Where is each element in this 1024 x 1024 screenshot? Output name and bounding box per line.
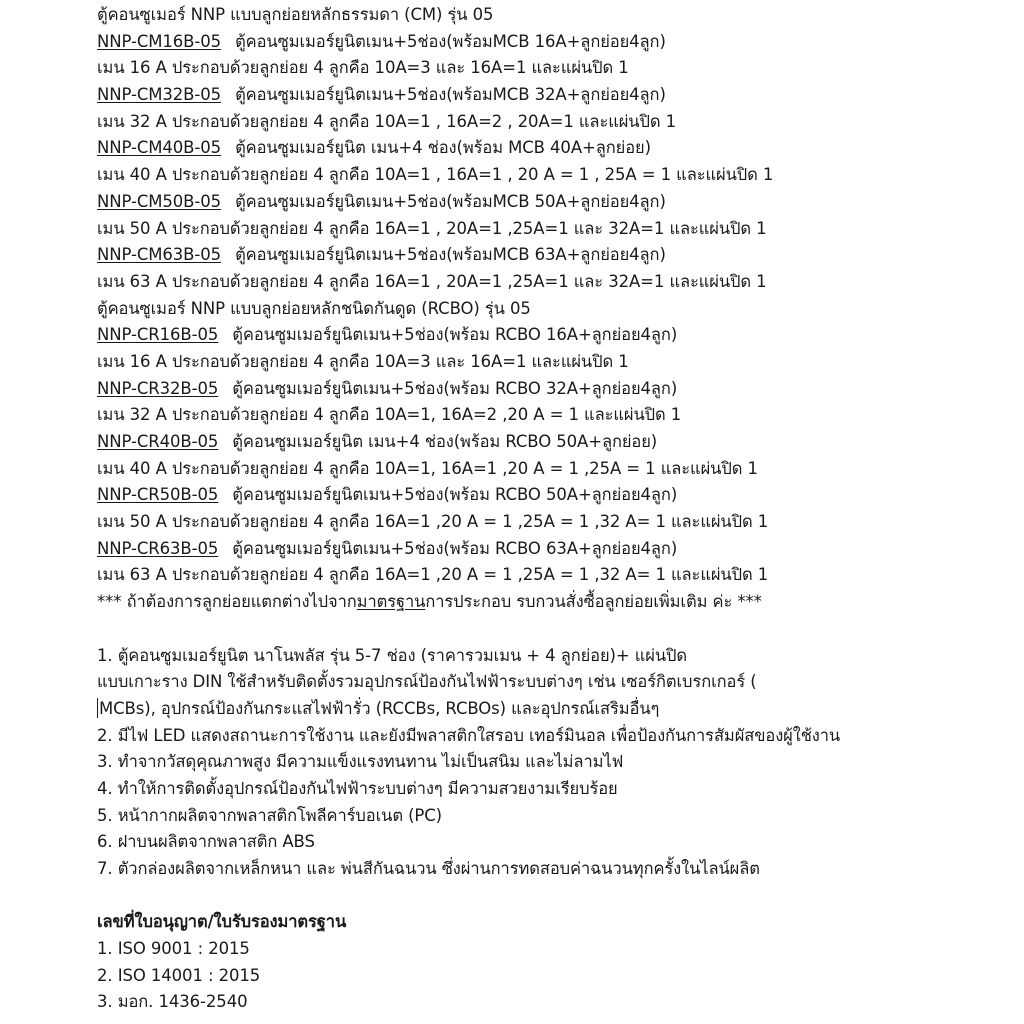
- model-detail: เมน 40 A ประกอบด้วยลูกย่อย 4 ลูกคือ 10A=1 , 16A=1 , 20 A = 1 , 25A = 1 และแผ่นปิด 1: [97, 165, 774, 185]
- cm-section-heading: ตู้คอนซูเมอร์ NNP แบบลูกย่อยหลักธรรมดา (CM) รุ่น 05: [97, 5, 494, 24]
- model-description: ตู้คอนซูมเมอร์ยูนิตเมน+5ช่อง(พร้อมMCB 63A+ลูกย่อย4ลูก): [235, 245, 666, 265]
- model-description: ตู้คอนซูมเมอร์ยูนิตเมน+5ช่อง(พร้อมMCB 50A+ลูกย่อย4ลูก): [235, 191, 666, 211]
- cm-model-row: [97, 82, 1024, 109]
- feature-item-continued: [97, 696, 1024, 723]
- feature-item: 4. ทำให้การติดตั้งอุปกรณ์ป้องกันไฟฟ้าระบบต่างๆ มีความสวยงามเรียบร้อย: [97, 778, 618, 798]
- model-code-link[interactable]: NNP-CR50B-05: [97, 485, 219, 505]
- note-text: *** ถ้าต้องการลูกย่อยแตกต่างไปจาก: [97, 592, 357, 612]
- cr-section-heading: ตู้คอนซูเมอร์ NNP แบบลูกย่อยหลักชนิดกันดูด (RCBO) รุ่น 05: [97, 298, 531, 318]
- model-description: ตู้คอนซูมเมอร์ยูนิตเมน+5ช่อง(พร้อมMCB 16A+ลูกย่อย4ลูก): [235, 31, 666, 51]
- model-code-link[interactable]: NNP-CR63B-05: [97, 538, 219, 558]
- model-description: ตู้คอนซูมเมอร์ยูนิตเมน+5ช่อง(พร้อม RCBO 32A+ลูกย่อย4ลูก): [232, 378, 678, 398]
- spacer: [97, 883, 1024, 910]
- model-code-link[interactable]: NNP-CR40B-05: [97, 432, 219, 451]
- model-code-link[interactable]: NNP-CR16B-05: [97, 325, 219, 345]
- model-description: ตู้คอนซูมเมอร์ยูนิตเมน+5ช่อง(พร้อม RCBO 50A+ลูกย่อย4ลูก): [232, 485, 678, 505]
- model-detail: เมน 32 A ประกอบด้วยลูกย่อย 4 ลูกคือ 10A=1, 16A=2 ,20 A = 1 และแผ่นปิด 1: [97, 405, 682, 425]
- model-code-link[interactable]: NNP-CM50B-05: [97, 191, 222, 211]
- model-detail: เมน 16 A ประกอบด้วยลูกย่อย 4 ลูกคือ 10A=3 และ 16A=1 และแผ่นปิด 1: [97, 58, 629, 78]
- spacer: [97, 616, 1024, 643]
- feature-item-continued: แบบเกาะราง DIN ใช้สำหรับติดตั้งรวมอุปกรณ์ป้องกันไฟฟ้าระบบต่างๆ เช่น เซอร์กิตเบรกเกอร์ (: [97, 672, 757, 692]
- model-code-link[interactable]: NNP-CM63B-05: [97, 245, 222, 265]
- certification-item: 3. มอก. 1436-2540: [97, 992, 248, 1012]
- model-detail: เมน 40 A ประกอบด้วยลูกย่อย 4 ลูกคือ 10A=1, 16A=1 ,20 A = 1 ,25A = 1 และแผ่นปิด 1: [97, 458, 758, 478]
- model-detail: เมน 63 A ประกอบด้วยลูกย่อย 4 ลูกคือ 16A=1 , 20A=1 ,25A=1 และ 32A=1 และแผ่นปิด 1: [97, 271, 767, 291]
- feature-item: 6. ฝาบนผลิตจากพลาสติก ABS: [97, 832, 315, 852]
- cr-model-row: [97, 322, 1024, 349]
- model-detail: เมน 50 A ประกอบด้วยลูกย่อย 4 ลูกคือ 16A=1 , 20A=1 ,25A=1 และ 32A=1 และแผ่นปิด 1: [97, 218, 767, 238]
- model-code-link[interactable]: NNP-CM16B-05: [97, 31, 222, 51]
- model-description: ตู้คอนซูมเมอร์ยูนิตเมน+5ช่อง(พร้อม RCBO 63A+ลูกย่อย4ลูก): [232, 538, 678, 558]
- cm-model-row: [97, 242, 1024, 269]
- note-underlined-word: มาตรฐาน: [356, 592, 426, 612]
- feature-item: 1. ตู้คอนซูมเมอร์ยูนิต นาโนพลัส รุ่น 5-7 ช่อง (ราคารวมเมน + 4 ลูกย่อย)+ แผ่นปิด: [97, 645, 688, 665]
- model-description: ตู้คอนซูมเมอร์ยูนิตเมน+5ช่อง(พร้อม RCBO 16A+ลูกย่อย4ลูก): [232, 325, 678, 345]
- certifications-heading: เลขที่ใบอนุญาต/ใบรับรองมาตรฐาน: [97, 912, 347, 932]
- cm-model-row: [97, 189, 1024, 216]
- certification-item: 1. ISO 9001 : 2015: [97, 939, 250, 959]
- model-code-link[interactable]: NNP-CM40B-05: [97, 138, 222, 158]
- cr-model-row: [97, 429, 1024, 456]
- model-detail: เมน 50 A ประกอบด้วยลูกย่อย 4 ลูกคือ 16A=1 ,20 A = 1 ,25A = 1 ,32 A= 1 และแผ่นปิด 1: [97, 512, 769, 532]
- note-text: การประกอบ รบกวนสั่งซื้อลูกย่อยเพิ่มเติม ค่ะ ***: [425, 592, 762, 612]
- model-description: ตู้คอนซูมเมอร์ยูนิต เมน+4 ช่อง(พร้อม RCBO 50A+ลูกย่อย): [232, 432, 658, 451]
- cm-model-row: [97, 29, 1024, 56]
- custom-order-note: [97, 589, 1024, 616]
- model-detail: เมน 32 A ประกอบด้วยลูกย่อย 4 ลูกคือ 10A=1 , 16A=2 , 20A=1 และแผ่นปิด 1: [97, 111, 677, 131]
- feature-item: 2. มีไฟ LED แสดงสถานะการใช้งาน และยังมีพลาสติกใสรอบ เทอร์มินอล เพื่อป้องกันการสัมผัสของผู้ใช้งาน: [97, 725, 841, 745]
- model-code-link[interactable]: NNP-CM32B-05: [97, 85, 222, 105]
- feature-text: MCBs), อุปกรณ์ป้องกันกระแสไฟฟ้ารั่ว (RCCBs, RCBOs) และอุปกรณ์เสริมอื่นๆ: [99, 698, 660, 718]
- feature-item: 5. หน้ากากผลิตจากพลาสติกโพลีคาร์บอเนต (PC): [97, 805, 443, 825]
- cr-model-row: [97, 536, 1024, 563]
- model-description: ตู้คอนซูมเมอร์ยูนิตเมน+5ช่อง(พร้อมMCB 32A+ลูกย่อย4ลูก): [235, 85, 666, 105]
- feature-item: 3. ทำจากวัสดุคุณภาพสูง มีความแข็งแรงทนทาน ไม่เป็นสนิม และไม่ลามไฟ: [97, 752, 624, 772]
- model-detail: เมน 16 A ประกอบด้วยลูกย่อย 4 ลูกคือ 10A=3 และ 16A=1 และแผ่นปิด 1: [97, 351, 629, 371]
- feature-item: 7. ตัวกล่องผลิตจากเหล็กหนา และ พ่นสีกันฉนวน ซึ่งผ่านการทดสอบค่าฉนวนทุกครั้งในไลน์ผลิต: [97, 859, 760, 878]
- model-code-link[interactable]: NNP-CR32B-05: [97, 378, 219, 398]
- certification-item: 2. ISO 14001 : 2015: [97, 965, 261, 985]
- cr-model-row: [97, 376, 1024, 403]
- model-detail: เมน 63 A ประกอบด้วยลูกย่อย 4 ลูกคือ 16A=1 ,20 A = 1 ,25A = 1 ,32 A= 1 และแผ่นปิด 1: [97, 565, 769, 585]
- cm-model-row: [97, 135, 1024, 162]
- cr-model-row: [97, 482, 1024, 509]
- text-cursor: [97, 698, 98, 718]
- model-description: ตู้คอนซูมเมอร์ยูนิต เมน+4 ช่อง(พร้อม MCB 40A+ลูกย่อย): [235, 138, 651, 158]
